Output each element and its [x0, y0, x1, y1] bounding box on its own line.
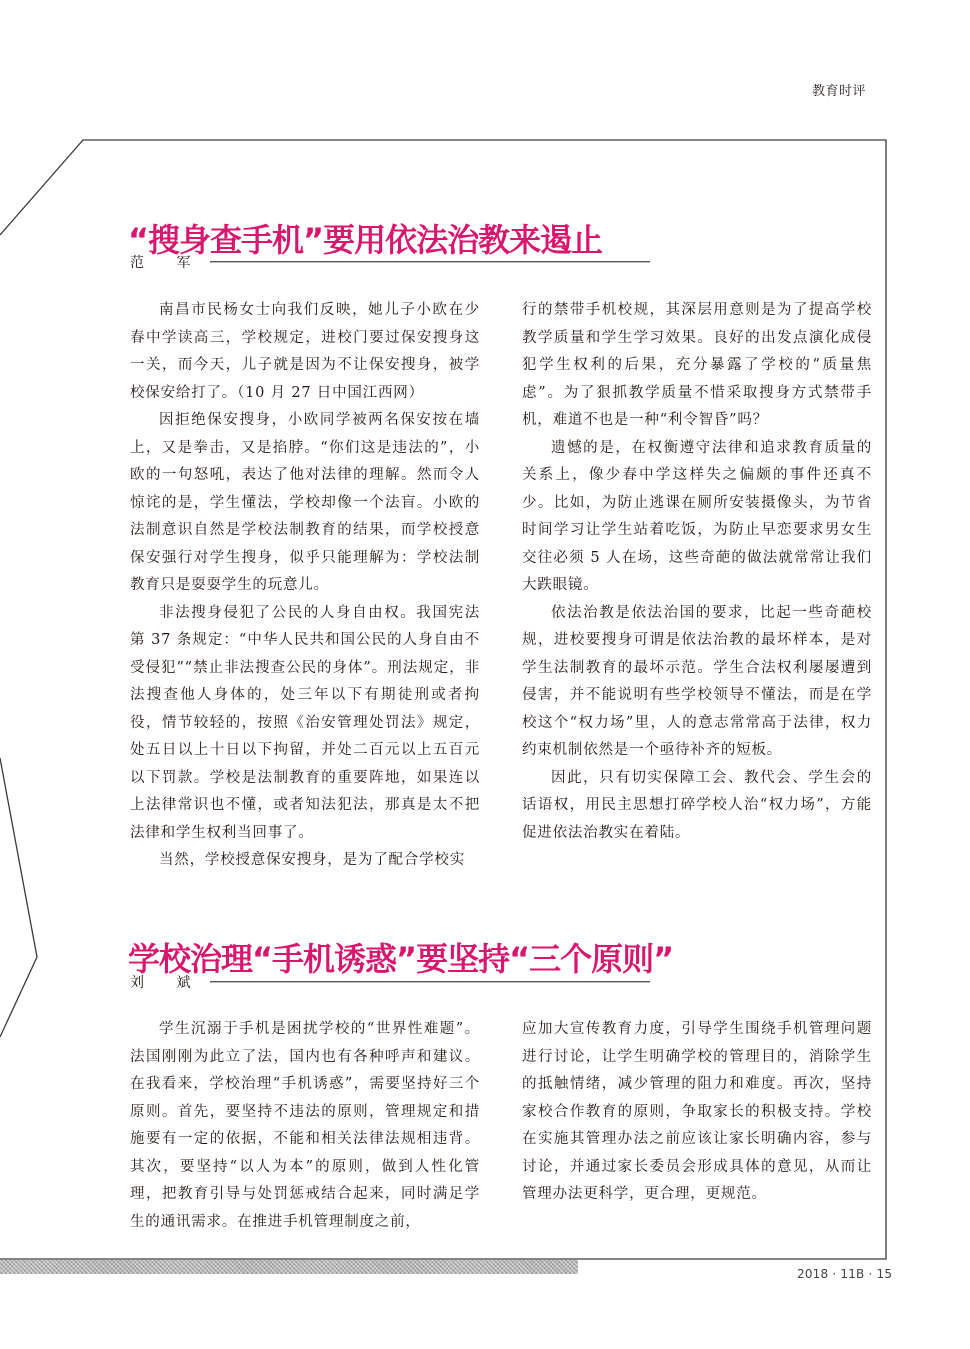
- paragraph: 遗憾的是，在权衡遵守法律和追求教育质量的关系上，像少春中学这样失之偏颇的事件还真不少。比如，为防止逃课在厕所安装摄像头，为节省时间学习让学生站着吃饭，为防止早恋要求男女生交往必须 5 人在场，这些奇葩的做法就常常让我们大跌眼镜。: [522, 439, 872, 593]
- paragraph: 学生沉溺于手机是困扰学校的“世界性难题”。法国刚刚为此立了法，国内也有各种呼声和建议。在我看来，学校治理“手机诱惑”，需要坚持好三个原则。首先，要坚持不违法的原则，管理规定和措施要有一定的依据，不能和相关法律法规相违背。其次，要坚持“以人为本”的原则，做到人性化管理，把教育引导与处罚惩戒结合起来，同时满足学生的通讯需求。在推进手机管理制度之前，: [130, 1021, 480, 1230]
- paragraph: 当然，学校授意保安搜身，是为了配合学校实: [159, 852, 465, 868]
- author-name: 范 军: [130, 255, 205, 271]
- byline-rule: [210, 261, 650, 263]
- byline: [130, 252, 650, 272]
- byline-rule: [210, 981, 650, 983]
- author-name: 刘 斌: [130, 975, 205, 991]
- page-number: 2018 · 11B · 15: [797, 1267, 893, 1281]
- paragraph: 非法搜身侵犯了公民的人身自由权。我国宪法第 37 条规定：“中华人民共和国公民的人身自由不受侵犯”“禁止非法搜查公民的身体”。刑法规定，非法搜查他人身体的，处三年以下有期徒刑或者拘役，情节较轻的，按照《治安管理处罚法》规定，处五日以上十日以下拘留，并处二百元以上五百元以下罚款。学校是法制教育的重要阵地，如果连以上法律常识也不懂，或者知法犯法，那真是太不把法律和学生权利当回事了。: [130, 604, 480, 841]
- paragraph: 南昌市民杨女士向我们反映，她儿子小欧在少春中学读高三，学校规定，进校门要过保安搜身这一关，而今天，儿子就是因为不让保安搜身，被学校保安给打了。（10 月 27 日中国江西网）: [130, 302, 480, 401]
- article-title: 学校治理“手机诱惑”要坚持“三个原则”: [128, 940, 674, 979]
- paragraph: 行的禁带手机校规，其深层用意则是为了提高学校教学质量和学生学习效果。良好的出发点演化成侵犯学生权利的后果，充分暴露了学校的“质量焦虑”。为了狠抓教学质量不惜采取搜身方式禁带手机，难道不也是一种“利令智昏”吗？: [522, 302, 872, 428]
- paragraph: 因此，只有切实保障工会、教代会、学生会的话语权，用民主思想打碎学校人治“权力场”，方能促进依法治教实在着陆。: [522, 769, 872, 841]
- byline: [130, 972, 650, 992]
- article-2-right-column: [522, 1016, 872, 1209]
- decorative-hatch-bar: [0, 1260, 578, 1274]
- paragraph: 依法治教是依法治国的要求，比起一些奇葩校规，进校要搜身可谓是依法治教的最坏样本，是对学生法制教育的最坏示范。学生合法权利屡屡遭到侵害，并不能说明有些学校领导不懂法，而是在学校这个“权力场”里，人的意志常常高于法律，权力约束机制依然是一个亟待补齐的短板。: [522, 604, 872, 758]
- article-2-left-column: [130, 1016, 480, 1236]
- paragraph: 应加大宣传教育力度，引导学生围绕手机管理问题进行讨论，让学生明确学校的管理目的，消除学生的抵触情绪，减少管理的阻力和难度。再次，坚持家校合作教育的原则，争取家长的积极支持。学校在实施其管理办法之前应该让家长明确内容，参与讨论，并通过家长委员会形成具体的意见，从而让管理办法更科学，更合理，更规范。: [522, 1021, 872, 1202]
- section-label: 教育时评: [812, 84, 867, 99]
- paragraph: 因拒绝保安搜身，小欧同学被两名保安按在墙上，又是拳击，又是掐脖。“你们这是违法的”，小欧的一句怒吼，表达了他对法律的理解。然而令人惊诧的是，学生懂法，学校却像一个法盲。小欧的法制意识自然是学校法制教育的结果，而学校授意保安强行对学生搜身，似乎只能理解为：学校法制教育只是耍耍学生的玩意儿。: [130, 412, 480, 593]
- article-1-left-column: [130, 297, 480, 875]
- article-title: “搜身查手机”要用依法治教来遏止: [128, 221, 603, 260]
- article-1-right-column: [522, 297, 872, 847]
